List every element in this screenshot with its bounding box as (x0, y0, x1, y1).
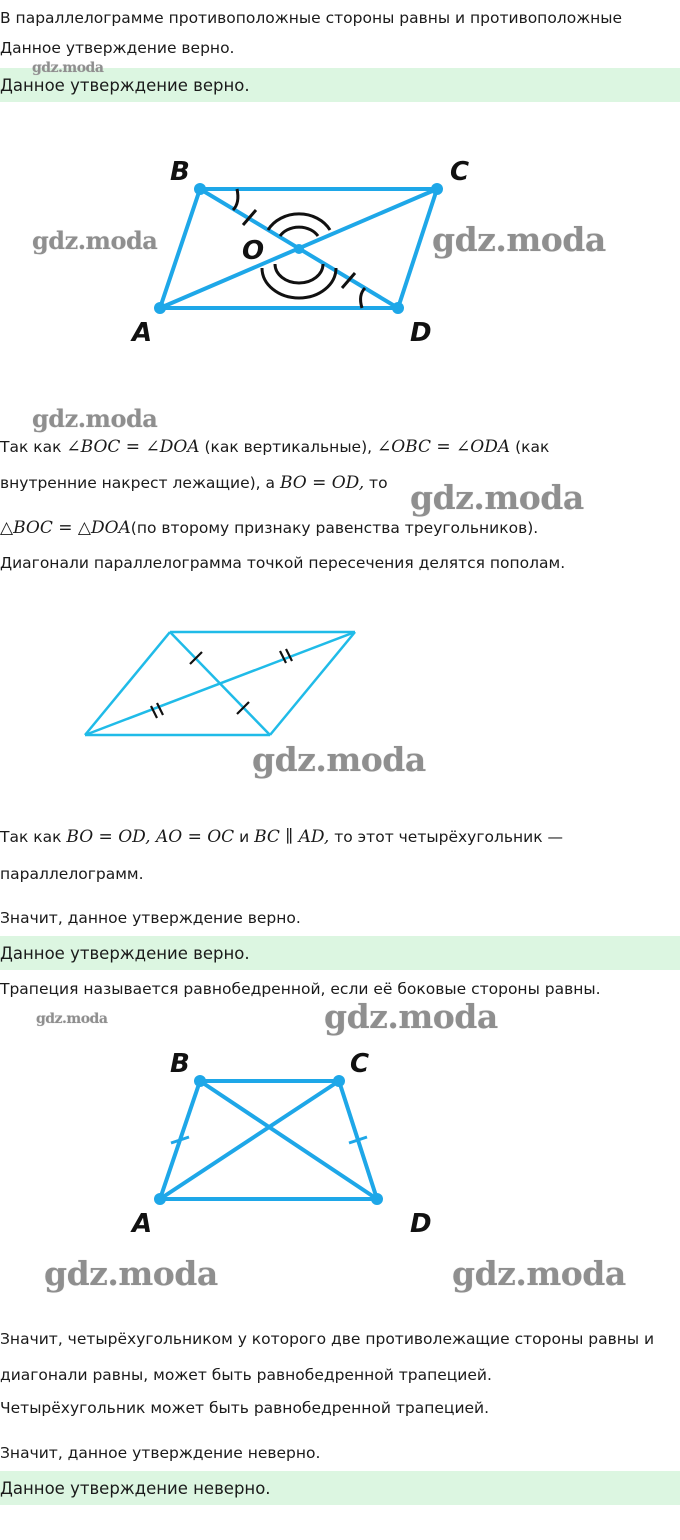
math-expression: BO = OD, AO = OC (66, 827, 235, 847)
answer-band (0, 1471, 680, 1505)
vertex-d-label: D (410, 1209, 432, 1239)
text-line: △BOC = △DOA(по второму признаку равенства треугольников). (0, 518, 539, 538)
text-line: Трапеция называется равнобедренной, если её боковые стороны равны. (0, 980, 601, 998)
answer-band (0, 936, 680, 970)
watermark: gdz.moda (44, 1254, 218, 1293)
text-line: Диагонали параллелограмма точкой пересечения делятся пополам. (0, 554, 566, 572)
text-line: внутренние накрест лежащие), а BO = OD, то (0, 473, 388, 493)
vertex-a-label: A (132, 318, 153, 348)
text-line: Значит, данное утверждение верно. (0, 909, 301, 927)
answer-text: Данное утверждение верно. (0, 944, 250, 963)
text-line: В параллелограмме противоположные стороны равны и противоположные (0, 9, 623, 27)
text-line: Данное утверждение верно. (0, 39, 235, 57)
math-expression: ∠OBC = ∠ODA (377, 437, 511, 457)
text-line: Так как BO = OD, AO = OC и BC ∥ AD, то этот четырёхугольник — (0, 827, 564, 847)
answer-text: Данное утверждение верно. (0, 76, 250, 95)
vertex-d-label: D (410, 318, 432, 348)
vertex-b-label: B (170, 1049, 190, 1079)
watermark: gdz.moda (32, 60, 104, 76)
answer-text: Данное утверждение неверно. (0, 1479, 271, 1498)
text-line: Так как ∠BOC = ∠DOA (как вертикальные), ∠OBC = ∠ODA (как (0, 437, 550, 457)
text-line: Четырёхугольник может быть равнобедренной трапецией. (0, 1399, 490, 1417)
text-line: параллелограмм. (0, 865, 144, 883)
watermark: gdz.moda (32, 226, 158, 255)
watermark: gdz.moda (36, 1011, 108, 1027)
vertex-a-label: A (132, 1209, 153, 1239)
vertex-c-label: C (350, 1049, 370, 1079)
watermark: gdz.moda (452, 1254, 626, 1293)
math-expression: ∠BOC = ∠DOA (66, 437, 200, 457)
watermark: gdz.moda (410, 478, 584, 517)
math-expression: BO = OD, (279, 473, 365, 493)
parallelogram-diagonals-figure (0, 620, 680, 750)
vertex-o-label: O (242, 236, 265, 266)
watermark: gdz.moda (32, 404, 158, 433)
trapezoid-figure (0, 1040, 680, 1240)
vertex-c-label: C (450, 157, 470, 187)
text-line: диагонали равны, может быть равнобедренной трапецией. (0, 1366, 492, 1384)
vertex-b-label: B (170, 157, 190, 187)
text-line: Значит, данное утверждение неверно. (0, 1444, 321, 1462)
math-expression: BC ∥ AD, (254, 827, 330, 847)
watermark: gdz.moda (252, 740, 426, 779)
math-expression: △BOC = △DOA (0, 518, 131, 538)
watermark: gdz.moda (324, 997, 498, 1036)
text-line: Значит, четырёхугольником у которого две противолежащие стороны равны и (0, 1330, 655, 1348)
watermark: gdz.moda (432, 220, 606, 259)
